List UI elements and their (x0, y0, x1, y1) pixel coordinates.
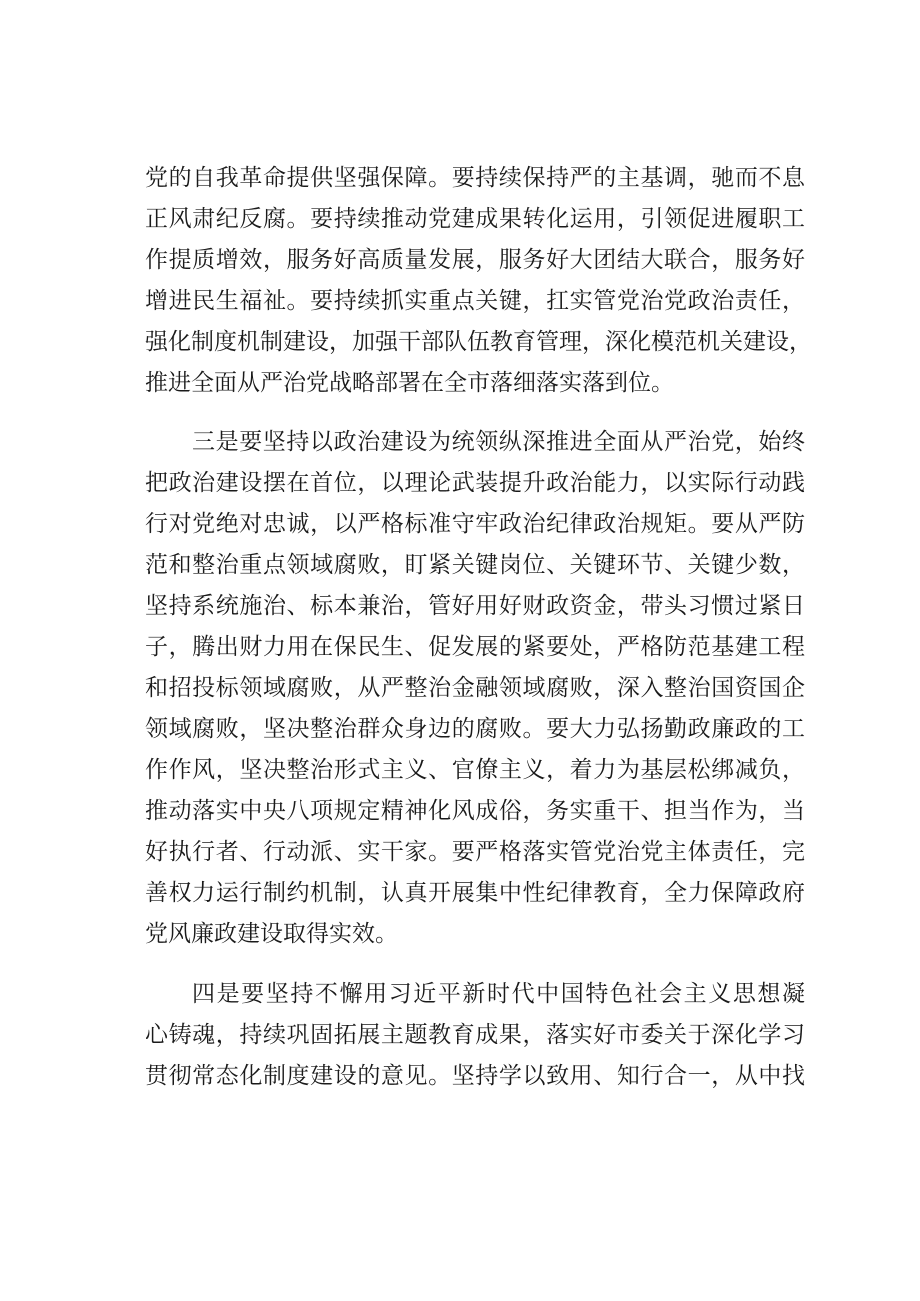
text-line: 推动落实中央八项规定精神化风成俗，务实重干、担当作为，当 (145, 798, 805, 824)
text-line: 增进民生福祉。要持续抓实重点关键，扛实管党治党政治责任， (145, 288, 805, 314)
text-line: 行对党绝对忠诚，以严格标准守牢政治纪律政治规矩。要从严防 (145, 511, 805, 537)
text-line: 好执行者、行动派、实干家。要严格落实管党治党主体责任，完 (145, 839, 805, 865)
text-line: 子，腾出财力用在保民生、促发展的紧要处，严格防范基建工程 (145, 634, 805, 660)
paragraph-first-line: 三是要坚持以政治建设为统领纵深推进全面从严治党，始终 (192, 429, 805, 455)
text-line: 坚持系统施治、标本兼治，管好用好财政资金，带头习惯过紧日 (145, 593, 805, 619)
text-line: 心铸魂，持续巩固拓展主题教育成果，落实好市委关于深化学习 (145, 1022, 805, 1048)
text-line: 作作风，坚决整治形式主义、官僚主义，着力为基层松绑减负， (145, 757, 805, 783)
text-line: 党的自我革命提供坚强保障。要持续保持严的主基调，驰而不息 (145, 165, 805, 191)
text-line: 推进全面从严治党战略部署在全市落细落实落到位。 (145, 370, 674, 396)
text-line: 善权力运行制约机制，认真开展集中性纪律教育，全力保障政府 (145, 880, 805, 906)
text-line: 党风廉政建设取得实效。 (145, 921, 398, 947)
text-line: 领域腐败，坚决整治群众身边的腐败。要大力弘扬勤政廉政的工 (145, 716, 805, 742)
text-line: 正风肃纪反腐。要持续推动党建成果转化运用，引领促进履职工 (145, 206, 805, 232)
text-line: 贯彻常态化制度建设的意见。坚持学以致用、知行合一，从中找 (145, 1063, 805, 1089)
text-line: 作提质增效，服务好高质量发展，服务好大团结大联合，服务好 (145, 247, 805, 273)
text-line: 和招投标领域腐败，从严整治金融领域腐败，深入整治国资国企 (145, 675, 805, 701)
text-line: 强化制度机制建设，加强干部队伍教育管理，深化模范机关建设， (145, 329, 812, 355)
paragraph-first-line: 四是要坚持不懈用习近平新时代中国特色社会主义思想凝 (192, 981, 805, 1007)
text-line: 范和整治重点领域腐败，盯紧关键岗位、关键环节、关键少数， (145, 552, 805, 578)
text-line: 把政治建设摆在首位，以理论武装提升政治能力，以实际行动践 (145, 470, 805, 496)
